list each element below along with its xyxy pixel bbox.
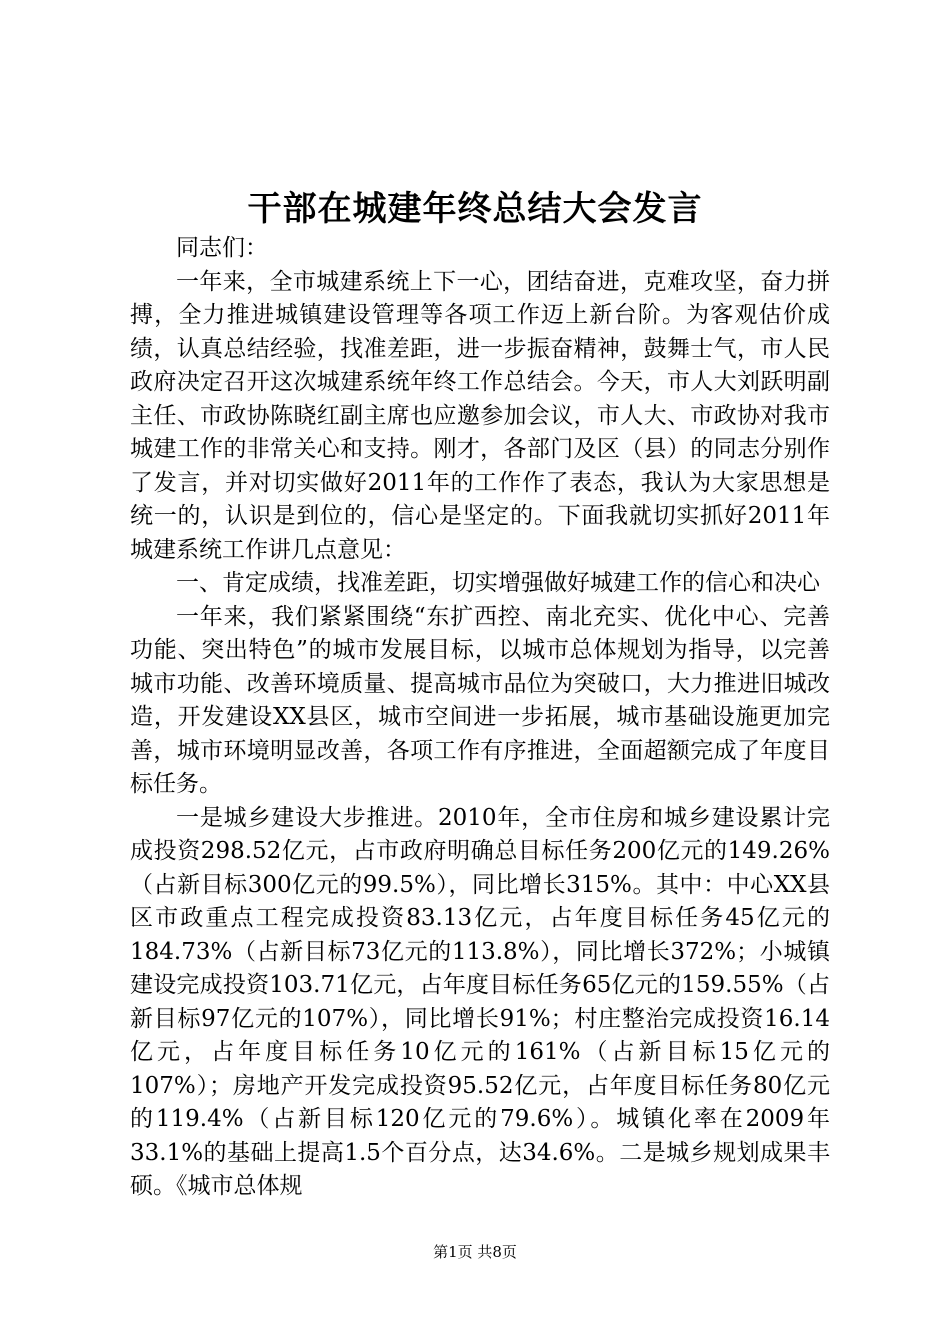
page-number: 第1页 共8页 — [433, 1243, 517, 1261]
document-title: 干部在城建年终总结大会发言 — [247, 189, 703, 229]
document-body — [130, 232, 830, 1204]
achievements-paragraph: 一年来，我们紧紧围绕“东扩西控、南北充实、优化中心、完善功能、突出特色”的城市发展目标，以城市总体规划为指导，以完善城市功能、改善环境质量、提高城市品位为突破口，大力推进旧城改造，开发建设XX县区，城市空间进一步拓展，城市基础设施更加完善，城市环境明显改善，各项工作有序推进，全面超额完成了年度目标任务。 — [130, 603, 830, 797]
statistics-paragraph: 一是城乡建设大步推进。2010年，全市住房和城乡建设累计完成投资298.52亿元，占市政府明确总目标任务200亿元的149.26%（占新目标300亿元的99.5%），同比增长315%。其中：中心XX县区市政重点工程完成投资83.13亿元，占年度目标任务45亿元的184.73%（占新目标73亿元的113.8%），同比增长372%；小城镇建设完成投资103.71亿元，占年度目标任务65亿元的159.55%（占新目标97亿元的107%），同比增长91%；村庄整治完成投资16.14亿元，占年度目标任务10亿元的161%（占新目标15亿元的107%）；房地产开发完成投资95.52亿元，占年度目标任务80亿元的119.4%（占新目标120亿元的79.6%）。城镇化率在2009年33.1%的基础上提高1.5个百分点，达34.6%。二是城乡规划成果丰硕。《城市总体规 — [130, 804, 830, 1199]
intro-paragraph: 一年来，全市城建系统上下一心，团结奋进，克难攻坚，奋力拼搏，全力推进城镇建设管理等各项工作迈上新台阶。为客观估价成绩，认真总结经验，找准差距，进一步振奋精神，鼓舞士气，市人民政府决定召开这次城建系统年终工作总结会。今天，市人大刘跃明副主任、市政协陈晓红副主席也应邀参加会议，市人大、市政协对我市城建工作的非常关心和支持。刚才，各部门及区（县）的同志分别作了发言，并对切实做好2011年的工作作了表态，我认为大家思想是统一的，认识是到位的，信心是坚定的。下面我就切实抓好2011年城建系统工作讲几点意见： — [130, 268, 830, 563]
salutation-paragraph: 同志们： — [176, 235, 268, 261]
section-heading: 一、肯定成绩，找准差距，切实增强做好城建工作的信心和决心 — [176, 570, 820, 596]
